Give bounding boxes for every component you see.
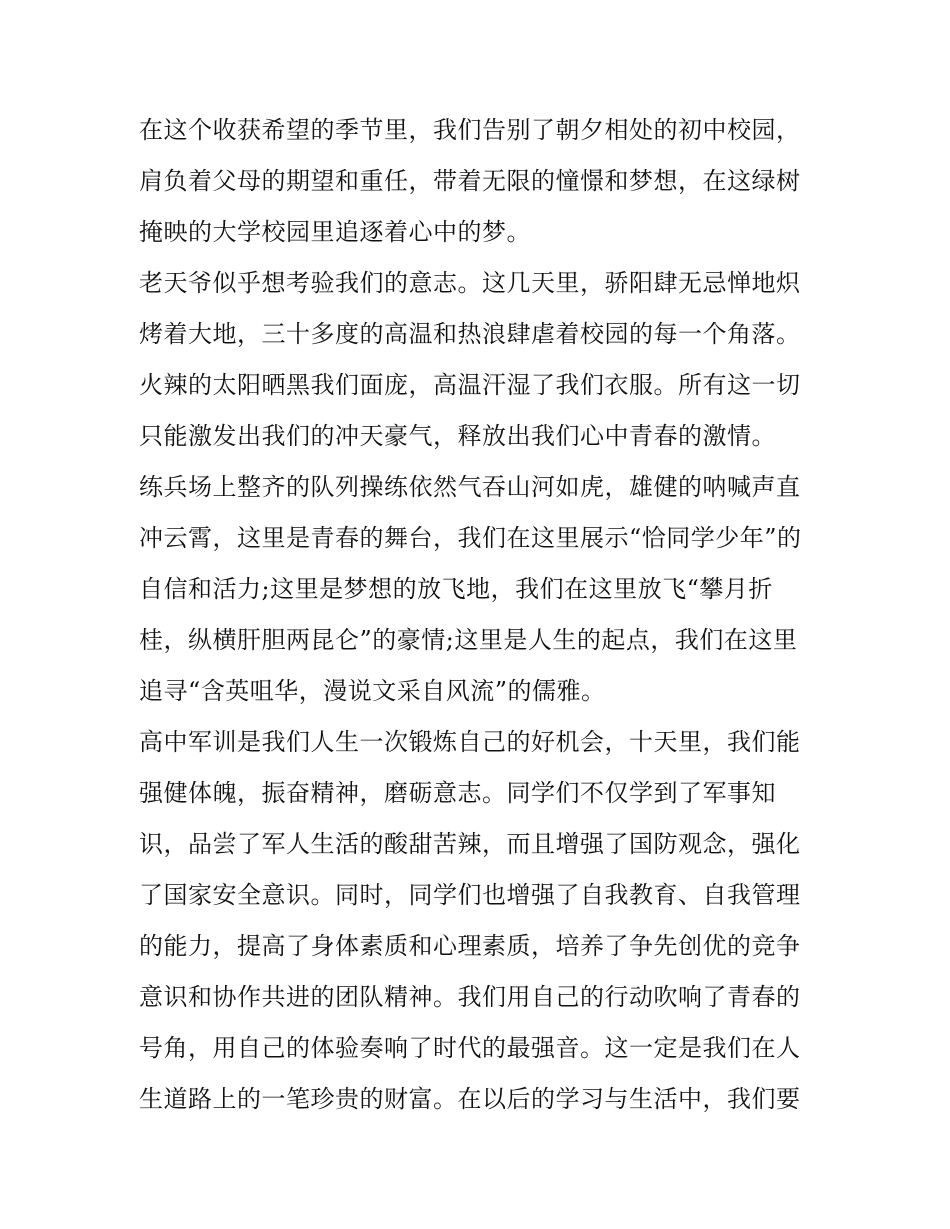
text-line: 掩映的大学校园里追逐着心中的梦。 — [139, 218, 531, 246]
document-body — [139, 105, 819, 1125]
text-line: 在这个收获希望的季节里，我们告别了朝夕相处的初中校园， — [139, 116, 801, 144]
text-line: 桂，纵横肝胆两昆仑”的豪情;这里是人生的起点，我们在这里 — [139, 626, 798, 654]
text-line: 号角，用自己的体验奏响了时代的最强音。这一定是我们在人 — [139, 1034, 801, 1062]
text-line: 冲云霄，这里是青春的舞台，我们在这里展示“恰同学少年”的 — [139, 524, 802, 552]
text-line: 老天爷似乎想考验我们的意志。这几天里，骄阳肆无忌惮地炽 — [139, 269, 801, 297]
text-line: 自信和活力;这里是梦想的放飞地，我们在这里放飞“攀月折 — [139, 575, 773, 603]
text-line: 强健体魄，振奋精神，磨砺意志。同学们不仅学到了军事知 — [139, 779, 776, 807]
text-line: 肩负着父母的期望和重任，带着无限的憧憬和梦想，在这绿树 — [139, 167, 801, 195]
text-line: 只能激发出我们的冲天豪气，释放出我们心中青春的激情。 — [139, 422, 776, 450]
text-line: 的能力，提高了身体素质和心理素质，培养了争先创优的竞争 — [139, 932, 801, 960]
text-line: 识，品尝了军人生活的酸甜苦辣，而且增强了国防观念，强化 — [139, 830, 801, 858]
text-line: 烤着大地，三十多度的高温和热浪肆虐着校园的每一个角落。 — [139, 320, 801, 348]
text-line: 练兵场上整齐的队列操练依然气吞山河如虎，雄健的呐喊声直 — [139, 473, 801, 501]
text-line: 意识和协作共进的团队精神。我们用自己的行动吹响了青春的 — [139, 983, 801, 1011]
text-line: 生道路上的一笔珍贵的财富。在以后的学习与生活中，我们要 — [139, 1085, 801, 1113]
text-line: 火辣的太阳晒黑我们面庞，高温汗湿了我们衣服。所有这一切 — [139, 371, 801, 399]
text-line: 了国家安全意识。同时，同学们也增强了自我教育、自我管理 — [139, 881, 801, 909]
text-line: 追寻“含英咀华，漫说文采自风流”的儒雅。 — [139, 677, 606, 705]
text-line: 高中军训是我们人生一次锻炼自己的好机会，十天里，我们能 — [139, 728, 801, 756]
